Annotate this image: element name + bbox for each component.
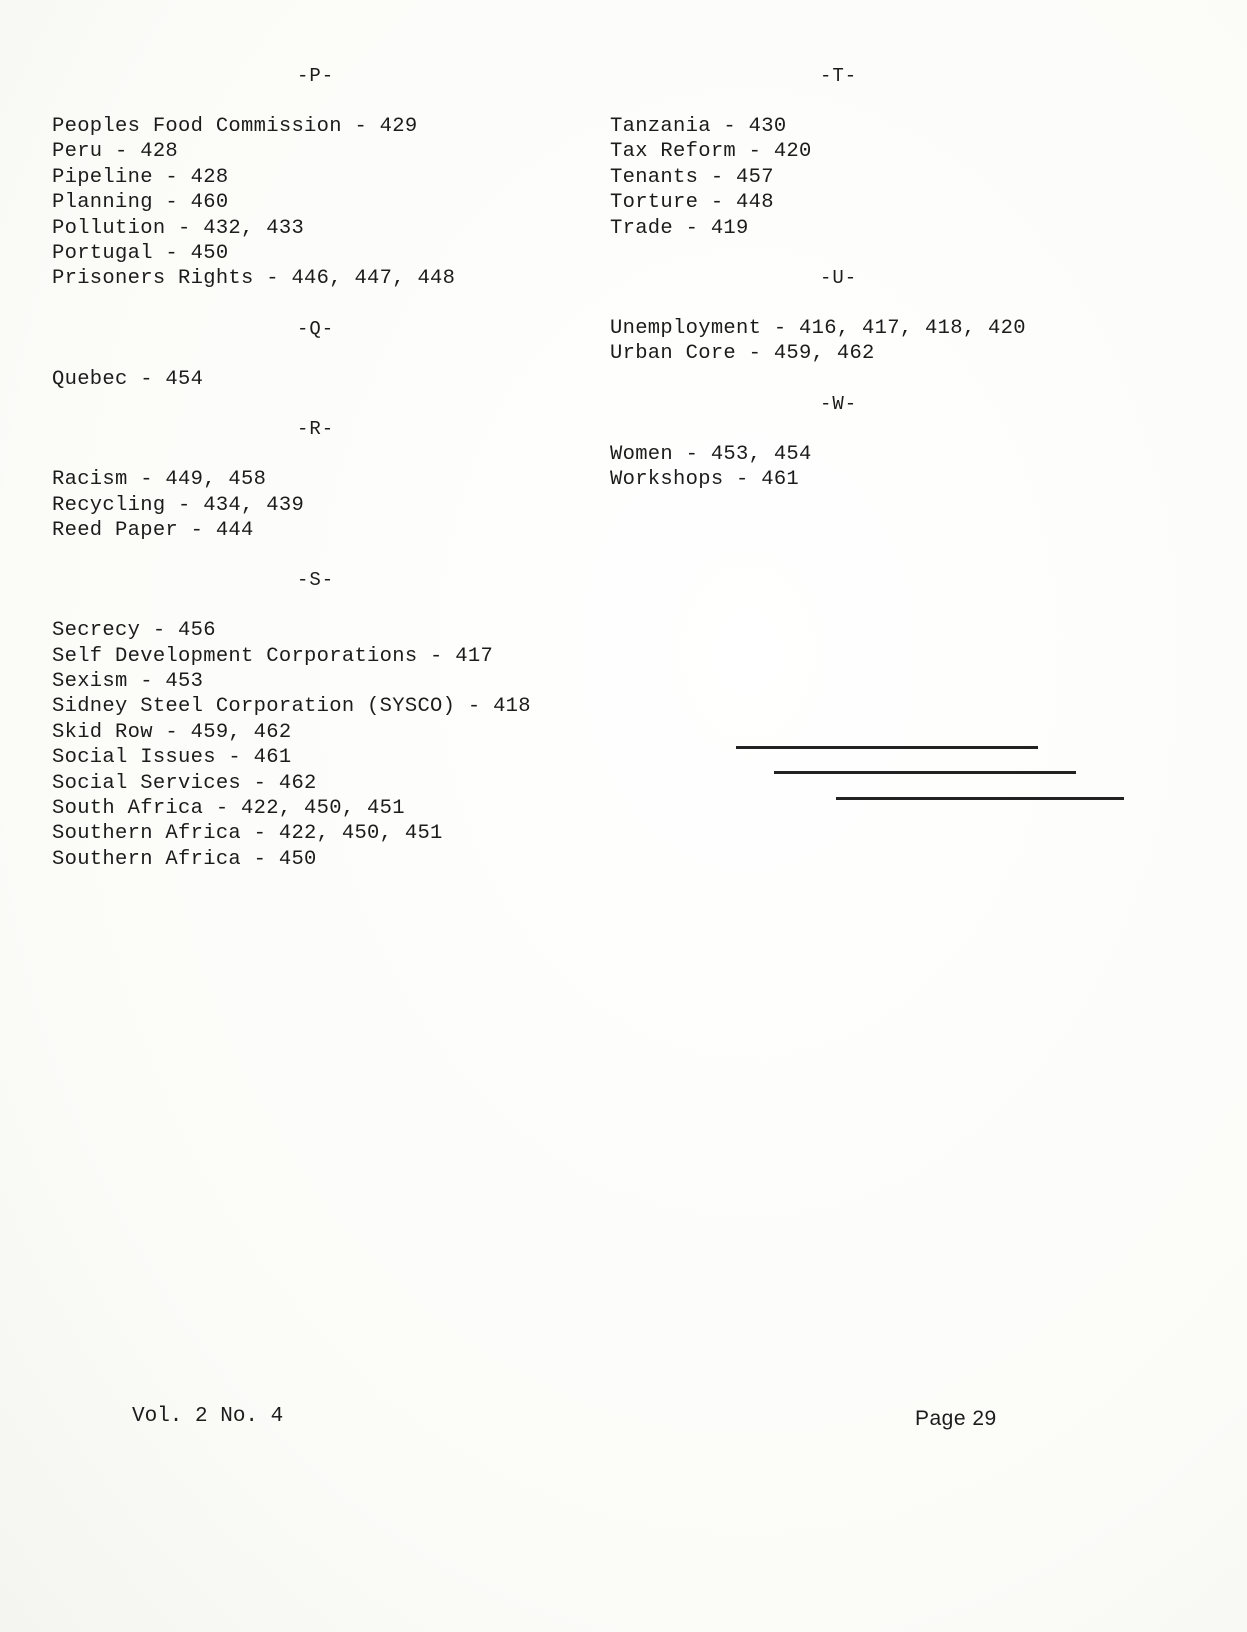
index-entry: Racism - 449, 458 — [52, 468, 267, 492]
index-entry: Portugal - 450 — [52, 241, 229, 265]
index-entry: Women - 453, 454 — [610, 442, 812, 466]
section-heading: -S- — [297, 569, 335, 592]
index-column-left — [52, 64, 572, 897]
index-entry: Pollution - 432, 433 — [52, 216, 305, 240]
index-entry: Sexism - 453 — [52, 670, 204, 694]
index-section-q — [52, 317, 572, 392]
index-section-u — [610, 266, 1170, 367]
index-section-t — [610, 64, 1170, 241]
index-entry: Reed Paper - 444 — [52, 518, 254, 542]
index-entry: Southern Africa - 422, 450, 451 — [52, 822, 443, 846]
section-heading: -W- — [820, 392, 858, 415]
index-entry: Unemployment - 416, 417, 418, 420 — [610, 316, 1026, 340]
index-section-p — [52, 64, 572, 292]
decorative-rule — [836, 797, 1124, 800]
index-entry: Torture - 448 — [610, 191, 774, 215]
index-section-w — [610, 392, 1170, 493]
index-entry: Social Services - 462 — [52, 771, 317, 795]
page-number: Page 29 — [915, 1407, 997, 1430]
index-entry: Planning - 460 — [52, 191, 229, 215]
index-section-s — [52, 568, 572, 872]
section-heading: -R- — [297, 418, 335, 441]
index-entry: Sidney Steel Corporation (SYSCO) - 418 — [52, 695, 531, 719]
index-column-right — [610, 64, 1170, 518]
decorative-rule — [774, 771, 1076, 774]
section-heading: -U- — [820, 266, 858, 289]
index-entry: Tenants - 457 — [610, 165, 774, 189]
section-heading: -T- — [820, 65, 858, 87]
index-entry: Secrecy - 456 — [52, 619, 216, 643]
section-heading: -P- — [297, 65, 335, 87]
index-entry: Recycling - 434, 439 — [52, 493, 305, 517]
index-entry: Pipeline - 428 — [52, 165, 229, 189]
index-entry: Southern Africa - 450 — [52, 847, 317, 871]
index-entry: Quebec - 454 — [52, 367, 204, 391]
index-entry: Peru - 428 — [52, 140, 179, 164]
index-entry: Workshops - 461 — [610, 468, 800, 492]
index-section-r — [52, 417, 572, 543]
index-entry: South Africa - 422, 450, 451 — [52, 797, 405, 821]
index-entry: Prisoners Rights - 446, 447, 448 — [52, 267, 456, 291]
index-entry: Urban Core - 459, 462 — [610, 342, 875, 366]
issue-label: Vol. 2 No. 4 — [132, 1405, 284, 1428]
index-entry: Self Development Corporations - 417 — [52, 644, 494, 668]
index-entry: Trade - 419 — [610, 216, 749, 240]
index-entry: Skid Row - 459, 462 — [52, 720, 292, 744]
decorative-rule — [736, 746, 1038, 749]
index-entry: Tax Reform - 420 — [610, 140, 812, 164]
index-entry: Peoples Food Commission - 429 — [52, 115, 418, 138]
section-heading: -Q- — [297, 317, 335, 340]
index-entry: Social Issues - 461 — [52, 746, 292, 770]
index-entry: Tanzania - 430 — [610, 115, 787, 138]
